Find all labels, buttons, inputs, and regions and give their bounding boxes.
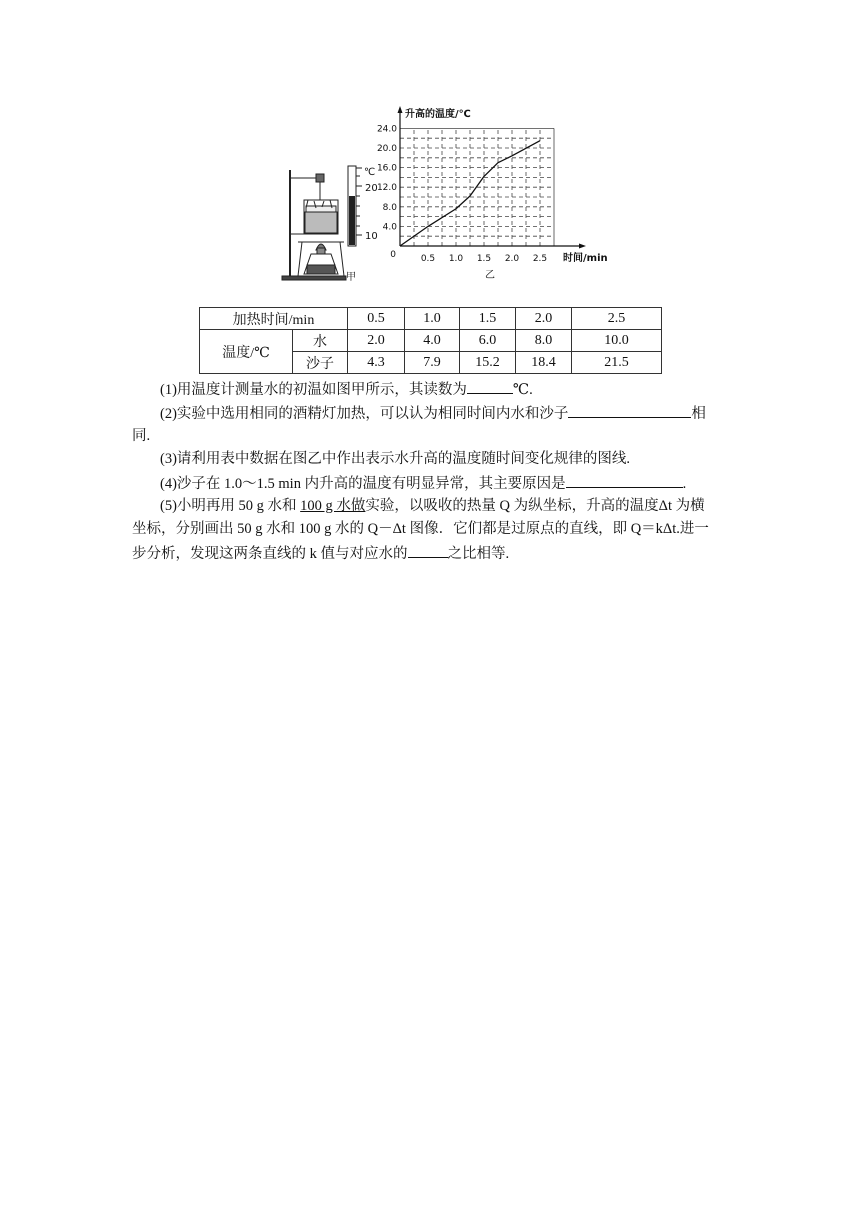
apparatus-label: 甲	[346, 272, 356, 283]
origin-label: 0	[390, 250, 396, 260]
question-5-line-3	[132, 542, 730, 565]
thermometer-scale	[348, 166, 378, 246]
table-header-row	[200, 308, 662, 330]
value-cell: 21.5	[572, 352, 662, 374]
question-4-end: .	[682, 476, 687, 492]
value-cell: 18.4	[516, 352, 572, 374]
thermometer-tick-bottom: 10	[365, 231, 378, 242]
question-5-line-2	[132, 518, 730, 540]
value-cell: 6.0	[460, 330, 516, 352]
question-5-underlined: 100 g 水做	[300, 498, 366, 514]
value-cell: 2.0	[348, 330, 405, 352]
time-cell: 2.5	[572, 308, 662, 330]
x-axis-label: 时间/min	[563, 253, 608, 264]
question-3-text: (3)请利用表中数据在图乙中作出表示水升高的温度随时间变化规律的图线.	[160, 451, 631, 467]
answer-blank-5	[408, 542, 448, 558]
figure-svg	[280, 102, 620, 290]
x-tick-label: 1.5	[476, 254, 492, 264]
y-tick-labels	[377, 124, 397, 232]
question-2-cont	[132, 425, 730, 447]
graph-label: 乙	[485, 270, 495, 281]
y-tick-label: 4.0	[382, 222, 397, 233]
value-cell: 4.0	[405, 330, 460, 352]
question-3	[132, 448, 758, 470]
question-1-text: (1)用温度计测量水的初温如图甲所示，其读数为	[160, 382, 467, 398]
data-table	[199, 307, 662, 374]
table-row-water	[200, 330, 662, 352]
row-name-sand: 沙子	[293, 352, 348, 374]
question-4-text: (4)沙子在 1.0～1.5 min 内升高的温度有明显异常，其主要原因是	[160, 476, 566, 492]
time-cell: 2.0	[516, 308, 572, 330]
y-tick-label: 16.0	[376, 163, 397, 174]
answer-blank-4	[566, 472, 683, 488]
time-cell: 1.0	[405, 308, 460, 330]
question-2-text: (2)实验中选用相同的酒精灯加热，可以认为相同时间内水和沙子	[160, 406, 569, 422]
y-tick-label: 24.0	[376, 124, 397, 135]
value-cell: 8.0	[516, 330, 572, 352]
question-2-text-cont: 同.	[132, 428, 151, 444]
temperature-label-cell: 温度/℃	[200, 330, 293, 374]
question-5-text-b: 实验，以吸收的热量 Q 为纵坐标，升高的温度Δt 为横	[365, 498, 705, 514]
question-2	[132, 402, 758, 425]
y-axis-label: 升高的温度/℃	[405, 109, 471, 120]
question-1-unit: ℃.	[512, 382, 533, 398]
question-5-text-e: 之比相等.	[447, 546, 510, 562]
answer-blank-1	[467, 378, 513, 394]
y-tick-label: 8.0	[382, 202, 397, 213]
row-name-water: 水	[293, 330, 348, 352]
question-5	[132, 495, 758, 517]
heating-apparatus-illustration	[282, 170, 346, 280]
x-tick-labels	[421, 254, 547, 264]
x-tick-label: 1.0	[448, 254, 464, 264]
thermometer-unit: ℃	[364, 167, 376, 178]
x-tick-label: 2.0	[504, 254, 520, 264]
thermometer-tick-top: 20	[365, 183, 378, 194]
x-tick-label: 0.5	[420, 254, 436, 264]
value-cell: 15.2	[460, 352, 516, 374]
question-2-text-end: 相	[691, 406, 706, 422]
question-5-text: (5)小明再用 50 g 水和	[160, 498, 301, 514]
question-4	[132, 472, 758, 495]
answer-blank-2	[568, 402, 691, 418]
value-cell: 7.9	[405, 352, 460, 374]
x-tick-label: 2.5	[532, 254, 548, 264]
time-cell: 1.5	[460, 308, 516, 330]
question-1	[132, 378, 758, 401]
question-5-text-c: 坐标，分别画出 50 g 水和 100 g 水的 Q－Δt 图像．它们都是过原点的直线，即 Q＝kΔt.进一	[132, 521, 709, 537]
value-cell: 4.3	[348, 352, 405, 374]
heating-time-header: 加热时间/min	[200, 308, 348, 330]
y-tick-label: 20.0	[376, 144, 397, 154]
time-cell: 0.5	[348, 308, 405, 330]
experiment-figure	[280, 102, 620, 290]
y-tick-label: 12.0	[376, 183, 397, 194]
question-5-text-d: 步分析，发现这两条直线的 k 值与对应水的	[132, 546, 408, 562]
value-cell: 10.0	[572, 330, 662, 352]
